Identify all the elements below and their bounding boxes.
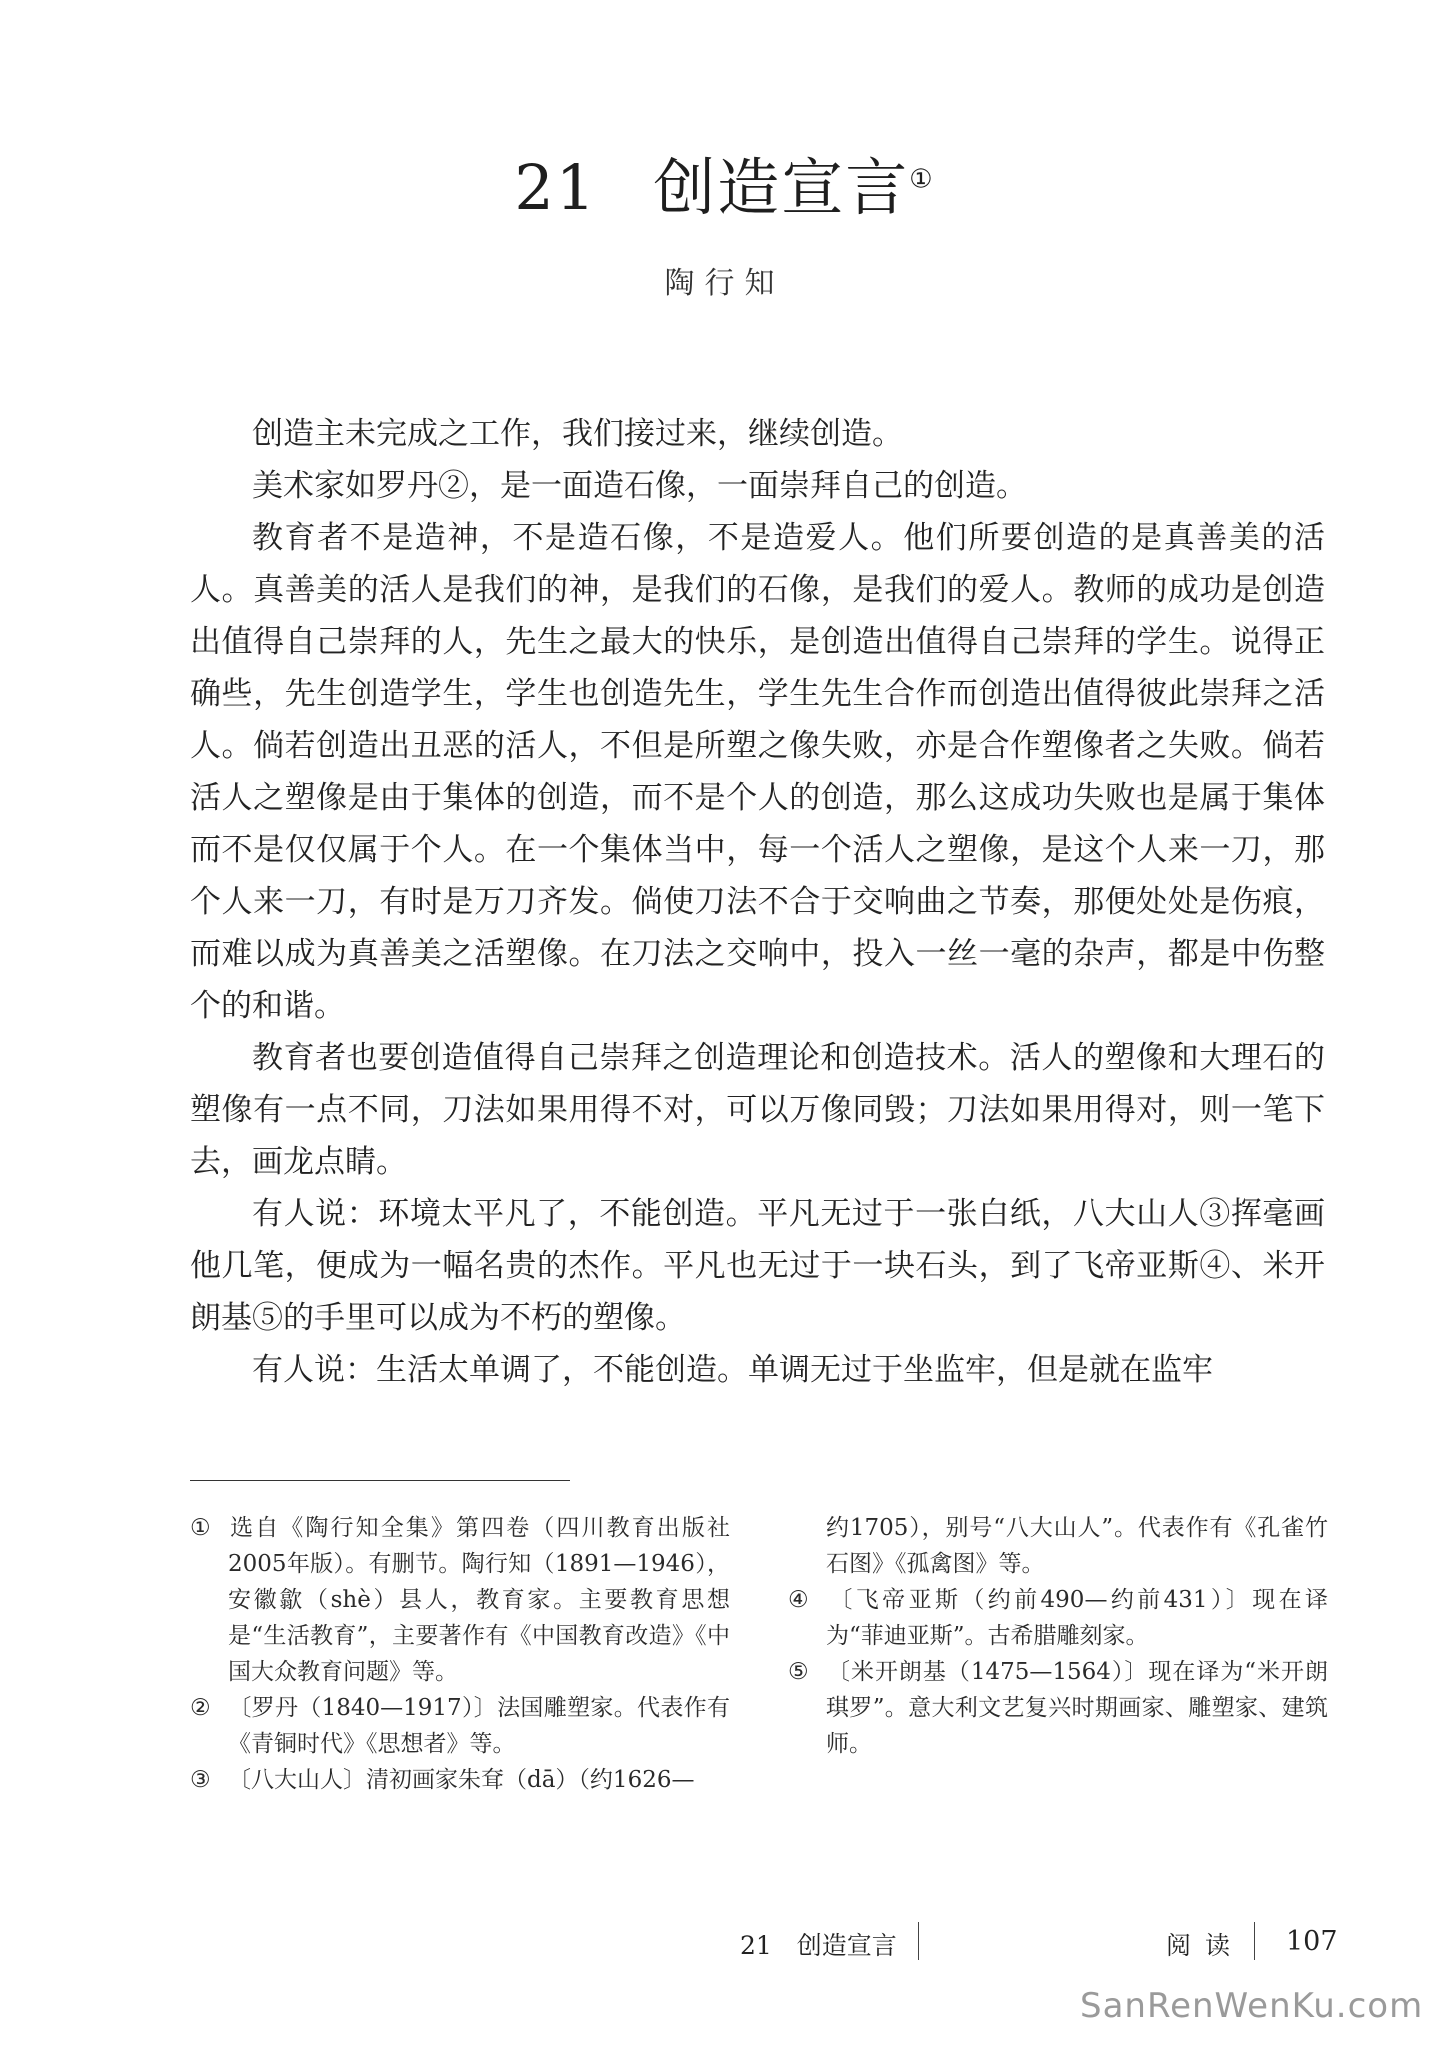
footnote-2-text: 〔罗丹（1840—1917）〕法国雕塑家。代表作有《青铜时代》《思想者》等。 [228, 1695, 730, 1757]
footnote-3 [190, 1762, 730, 1798]
site-watermark: SanRenWenKu.com [1080, 1986, 1424, 2026]
footnotes-right-column [788, 1510, 1328, 1762]
footer-divider-right [1254, 1922, 1255, 1960]
footnote-3-continued: 约1705），别号“八大山人”。代表作有《孔雀竹石图》《孤禽图》等。 [826, 1515, 1328, 1577]
footer-divider-left [918, 1922, 919, 1960]
paragraph-5: 有人说：环境太平凡了，不能创造。平凡无过于一张白纸，八大山人③挥毫画他几笔，便成为一幅名贵的杰作。平凡也无过于一块石头，到了飞帝亚斯④、米开朗基⑤的手里可以成为不朽的塑像。 [190, 1196, 1325, 1336]
footnote-5 [788, 1654, 1328, 1762]
footnote-1 [190, 1510, 730, 1690]
footnote-4-mark: ④ [788, 1587, 809, 1613]
footnote-4-text: 〔飞帝亚斯（约前490—约前431）〕现在译为“菲迪亚斯”。古希腊雕刻家。 [826, 1587, 1328, 1649]
footnote-3-text: 〔八大山人〕清初画家朱耷（dā）（约1626— [228, 1767, 695, 1793]
paragraph-1: 创造主未完成之工作，我们接过来，继续创造。 [252, 416, 903, 452]
footnote-1-mark: ① [190, 1515, 211, 1541]
lesson-title-text: 创造宣言 [653, 151, 910, 224]
paragraph-3: 教育者不是造神，不是造石像，不是造爱人。他们所要创造的是真善美的活人。真善美的活人是我们的神，是我们的石像，是我们的爱人。教师的成功是创造出值得自己崇拜的人，先生之最大的快乐，是创造出值得自己崇拜的学生。说得正确些，先生创造学生，学生也创造先生，学生先生合作而创造出值得彼此崇拜之活人。倘若创造出丑恶的活人，不但是所塑之像失败，亦是合作塑像者之失败。倘若活人之塑像是由于集体的创造，而不是个人的创造，那么这成功失败也是属于集体而不是仅仅属于个人。在一个集体当中，每一个活人之塑像，是这个人来一刀，那个人来一刀，有时是万刀齐发。倘使刀法不合于交响曲之节奏，那便处处是伤痕，而难以成为真善美之活塑像。在刀法之交响中，投入一丝一毫的杂声，都是中伤整个的和谐。 [190, 520, 1325, 1024]
lesson-title [0, 138, 1449, 227]
footnote-1-text: 选自《陶行知全集》第四卷（四川教育出版社2005年版）。有删节。陶行知（1891—1946），安徽歙（shè）县人，教育家。主要教育思想是“生活教育”，主要著作有《中国教育改造》《中国大众教育问题》等。 [228, 1515, 730, 1685]
footer-lesson-title: 21 创造宣言 [740, 1931, 897, 1960]
footnote-divider [190, 1480, 570, 1481]
footnote-5-mark: ⑤ [788, 1659, 809, 1685]
article-body [190, 408, 1325, 1396]
page-number: 107 [1286, 1926, 1338, 1957]
footnote-5-text: 〔米开朗基（1475—1564）〕现在译为“米开朗琪罗”。意大利文艺复兴时期画家、雕塑家、建筑师。 [826, 1659, 1328, 1757]
lesson-number: 21 [514, 151, 598, 224]
paragraph-6: 有人说：生活太单调了，不能创造。单调无过于坐监牢，但是就在监牢 [252, 1352, 1213, 1388]
footnote-2 [190, 1690, 730, 1762]
author-name: 陶行知 [664, 266, 785, 301]
footer-section-name: 阅读 [1166, 1931, 1245, 1960]
footnote-3-mark: ③ [190, 1767, 211, 1793]
footnotes-left-column [190, 1510, 730, 1798]
paragraph-4: 教育者也要创造值得自己崇拜之创造理论和创造技术。活人的塑像和大理石的塑像有一点不同，刀法如果用得不对，可以万像同毁；刀法如果用得对，则一笔下去，画龙点睛。 [190, 1040, 1325, 1180]
footnote-4 [788, 1582, 1328, 1654]
footnote-2-mark: ② [190, 1695, 211, 1721]
paragraph-2: 美术家如罗丹②，是一面造石像，一面崇拜自己的创造。 [252, 468, 1027, 504]
title-footnote-mark[interactable]: ① [909, 164, 935, 195]
